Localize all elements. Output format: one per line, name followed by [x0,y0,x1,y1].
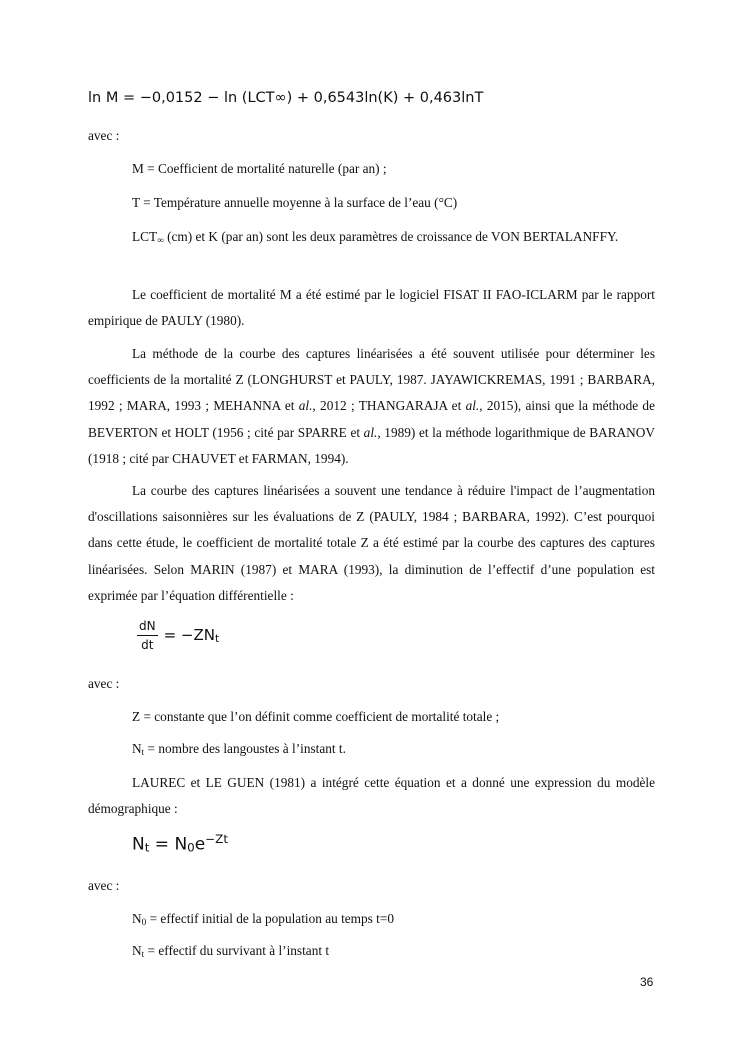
nt2-definition-text: = effectif du survivant à l’instant t [144,943,330,958]
fraction-dn-dt [137,619,158,652]
n0-subscript: 0 [141,918,147,928]
lct-symbol: LCT [132,229,158,244]
n0-symbol: N [132,911,142,926]
lct-definition-text: (cm) et K (par an) sont les deux paramètres de croissance de VON BERTALANFFY. [163,229,619,244]
eq-n-subscript-t: t [144,840,150,855]
paragraph-courbe: La courbe des captures linéarisées a souvent une tendance à réduire l'impact de l’augmentation d'oscillations saisonnières sur les évaluations de Z (PAULY, 1984 ; BARBARA, 1992). C’est pourquoi dans cette étude, le coefficient de mortalité totale Z a été estimé par la courbe des captures des captures linéarisées. Selon MARIN (1987) et MARA (1993), la diminution de l’effectif d’une population est exprimée par l’équation différentielle : [88,483,655,603]
mortality-equation: ln M = −0,0152 − ln (LCT∞) + 0,6543ln(K) + 0,463lnT [88,90,484,106]
eq-exponential: e [194,834,206,855]
definition-LCT [88,224,655,254]
definition-M: M = Coefficient de mortalité naturelle (par an) ; [132,161,387,176]
eq-n: N [132,834,145,855]
methode-text-3: , 2015), ainsi que la méthode de BEVERTON et HOLT (1956 ; cité par SPARRE et [88,398,655,440]
paragraph-laurec: LAUREC et LE GUEN (1981) a intégré cette équation et a donné une expression du modèle démographique : [88,775,655,817]
avec-label-1: avec : [88,128,120,143]
definition-N0 [132,910,655,932]
page-number: 36 [640,975,654,989]
methode-al-1: al. [298,398,313,414]
definition-Nt-survivant [132,942,655,964]
differential-rhs [164,626,220,645]
rhs-subscript: t [215,633,220,645]
methode-al-3: al. [363,424,378,440]
eq-n-subscript-0: 0 [187,840,195,855]
nt-symbol: N [132,741,142,756]
fraction-numerator: dN [137,619,158,636]
population-equation [132,832,228,855]
nt-subscript: t [141,748,145,758]
nt2-symbol: N [132,943,142,958]
eq-equals-n: = N [149,834,188,855]
nt-definition-text: = nombre des langoustes à l’instant t. [144,741,346,756]
nt2-subscript: t [141,950,145,960]
methode-text-2: , 2012 ; THANGARAJA et [312,398,466,414]
definition-T: T = Température annuelle moyenne à la surface de l’eau (°C) [132,195,458,210]
avec-label-2: avec : [88,676,120,691]
methode-al-2: al. [465,398,480,414]
infinity-subscript: ∞ [157,236,164,246]
methode-text-1: La méthode de la courbe des captures linéarisées a été souvent utilisée pour déterminer les coefficients de la mortalité Z (LONGHURST et PAULY, 1987. JAYAWICKREMAS, 1991 ; BARBARA, 1992 ; MARA, 1993 ; MEHANNA et [88,346,655,414]
n0-definition-text: = effectif initial de la population au temps t=0 [146,911,395,926]
avec-label-3: avec : [88,878,120,893]
differential-equation [137,619,219,652]
definition-Z: Z = constante que l’on définit comme coefficient de mortalité totale ; [132,709,500,724]
paragraph-methode [88,341,655,472]
fraction-denominator: dt [141,638,154,652]
methode-text-4: , 1989) et la méthode logarithmique de BARANOV (1918 ; cité par CHAUVET et FARMAN, 1994). [88,424,655,466]
definition-Nt [132,740,655,762]
paragraph-fisat: Le coefficient de mortalité M a été estimé par le logiciel FISAT II FAO-ICLARM par le rapport empirique de PAULY (1980). [88,287,655,329]
eq-exponent: −Zt [205,832,228,846]
rhs-text: = −ZN [163,626,215,644]
